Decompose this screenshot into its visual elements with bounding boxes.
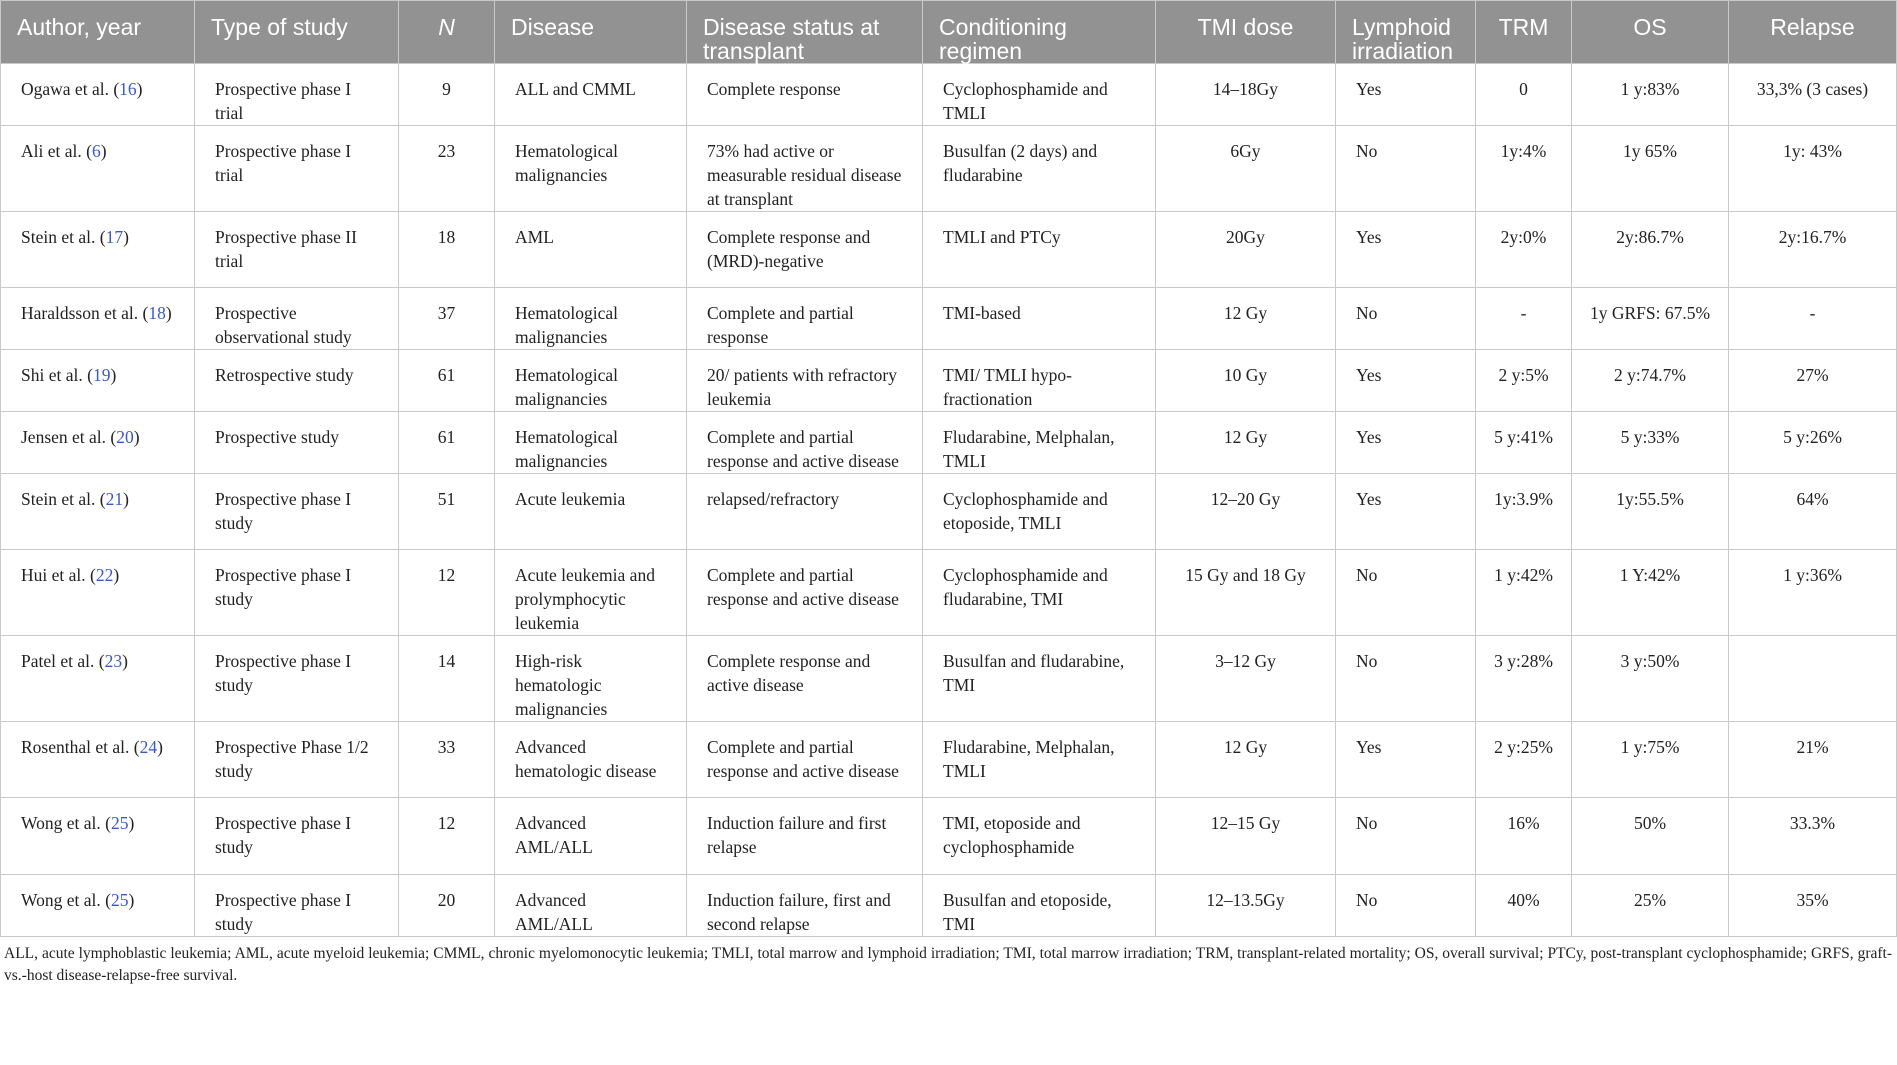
cell-disease-status: Complete and partial response and active disease	[687, 412, 923, 474]
cell-tmi-dose: 14–18Gy	[1156, 64, 1336, 126]
cell-type-of-study: Retrospective study	[195, 350, 399, 412]
cell-conditioning-regimen: Busulfan (2 days) and fludarabine	[923, 126, 1156, 212]
header-row	[1, 1, 1897, 64]
cell-os: 2y:86.7%	[1572, 212, 1729, 288]
cell-trm: 2 y:25%	[1476, 722, 1572, 798]
cell-disease: Advanced hematologic disease	[495, 722, 687, 798]
cell-disease: Hematological malignancies	[495, 288, 687, 350]
cell-lymphoid-irradiation: No	[1336, 875, 1476, 937]
cell-disease-status: Complete response and (MRD)-negative	[687, 212, 923, 288]
author-name: Ogawa et al.	[21, 79, 109, 99]
cell-lymphoid-irradiation: Yes	[1336, 412, 1476, 474]
cell-lymphoid-irradiation: No	[1336, 288, 1476, 350]
cell-disease-status: Complete response	[687, 64, 923, 126]
table-body	[1, 64, 1897, 937]
cell-relapse: 35%	[1729, 875, 1897, 937]
cell-conditioning-regimen: Cyclophosphamide and fludarabine, TMI	[923, 550, 1156, 636]
table-row	[1, 636, 1897, 722]
cell-lymphoid-irradiation: No	[1336, 798, 1476, 875]
table-row	[1, 350, 1897, 412]
reference-link[interactable]: 25	[110, 890, 129, 910]
header-disease: Disease	[495, 1, 687, 64]
cell-relapse: 33,3% (3 cases)	[1729, 64, 1897, 126]
cell-conditioning-regimen: Busulfan and etoposide, TMI	[923, 875, 1156, 937]
cell-n: 23	[399, 126, 495, 212]
cell-os: 1y:55.5%	[1572, 474, 1729, 550]
cell-author: Ogawa et al. (16)	[1, 64, 195, 126]
cell-conditioning-regimen: TMI, etoposide and cyclophosphamide	[923, 798, 1156, 875]
cell-disease: AML	[495, 212, 687, 288]
cell-disease-status: relapsed/refractory	[687, 474, 923, 550]
cell-conditioning-regimen: TMI-based	[923, 288, 1156, 350]
cell-disease: Hematological malignancies	[495, 412, 687, 474]
table-row	[1, 550, 1897, 636]
cell-conditioning-regimen: Cyclophosphamide and TMLI	[923, 64, 1156, 126]
cell-relapse: 1 y:36%	[1729, 550, 1897, 636]
cell-author: Rosenthal et al. (24)	[1, 722, 195, 798]
cell-author: Wong et al. (25)	[1, 798, 195, 875]
cell-tmi-dose: 3–12 Gy	[1156, 636, 1336, 722]
cell-os: 1y GRFS: 67.5%	[1572, 288, 1729, 350]
author-name: Jensen et al.	[21, 427, 107, 447]
cell-tmi-dose: 12–13.5Gy	[1156, 875, 1336, 937]
cell-conditioning-regimen: TMLI and PTCy	[923, 212, 1156, 288]
cell-trm: 2 y:5%	[1476, 350, 1572, 412]
cell-conditioning-regimen: Busulfan and fludarabine, TMI	[923, 636, 1156, 722]
cell-lymphoid-irradiation: No	[1336, 636, 1476, 722]
header-conditioning-regimen: Conditioning regimen	[923, 1, 1156, 64]
cell-author: Hui et al. (22)	[1, 550, 195, 636]
table-row	[1, 288, 1897, 350]
cell-trm: 1 y:42%	[1476, 550, 1572, 636]
cell-tmi-dose: 12 Gy	[1156, 722, 1336, 798]
cell-os: 5 y:33%	[1572, 412, 1729, 474]
cell-relapse: -	[1729, 288, 1897, 350]
cell-os: 1 Y:42%	[1572, 550, 1729, 636]
cell-relapse: 5 y:26%	[1729, 412, 1897, 474]
cell-trm: 40%	[1476, 875, 1572, 937]
cell-type-of-study: Prospective phase I study	[195, 636, 399, 722]
cell-author: Ali et al. (6)	[1, 126, 195, 212]
cell-disease-status: Induction failure and first relapse	[687, 798, 923, 875]
cell-lymphoid-irradiation: No	[1336, 126, 1476, 212]
table-row	[1, 64, 1897, 126]
cell-relapse: 2y:16.7%	[1729, 212, 1897, 288]
cell-n: 51	[399, 474, 495, 550]
cell-author: Haraldsson et al. (18)	[1, 288, 195, 350]
cell-trm: 1y:4%	[1476, 126, 1572, 212]
cell-disease: Acute leukemia	[495, 474, 687, 550]
cell-relapse	[1729, 636, 1897, 722]
cell-conditioning-regimen: TMI/ TMLI hypo-fractionation	[923, 350, 1156, 412]
reference-link[interactable]: 16	[119, 79, 137, 99]
cell-disease: ALL and CMML	[495, 64, 687, 126]
cell-n: 37	[399, 288, 495, 350]
cell-type-of-study: Prospective Phase 1/2 study	[195, 722, 399, 798]
cell-lymphoid-irradiation: Yes	[1336, 64, 1476, 126]
cell-author: Wong et al. (25)	[1, 875, 195, 937]
cell-lymphoid-irradiation: Yes	[1336, 212, 1476, 288]
author-name: Ali et al.	[21, 141, 82, 161]
cell-os: 1 y:75%	[1572, 722, 1729, 798]
cell-disease-status: 73% had active or measurable residual disease at transplant	[687, 126, 923, 212]
cell-lymphoid-irradiation: No	[1336, 550, 1476, 636]
table-header	[1, 1, 1897, 64]
cell-tmi-dose: 12–15 Gy	[1156, 798, 1336, 875]
cell-n: 61	[399, 412, 495, 474]
reference-link[interactable]: 23	[104, 651, 123, 671]
table-row	[1, 212, 1897, 288]
author-name: Hui et al.	[21, 565, 86, 585]
cell-n: 14	[399, 636, 495, 722]
cell-trm: 16%	[1476, 798, 1572, 875]
cell-type-of-study: Prospective study	[195, 412, 399, 474]
cell-n: 9	[399, 64, 495, 126]
cell-type-of-study: Prospective phase I study	[195, 798, 399, 875]
cell-relapse: 33.3%	[1729, 798, 1897, 875]
table-row	[1, 412, 1897, 474]
cell-author: Shi et al. (19)	[1, 350, 195, 412]
cell-type-of-study: Prospective phase II trial	[195, 212, 399, 288]
cell-os: 1 y:83%	[1572, 64, 1729, 126]
cell-trm: 1y:3.9%	[1476, 474, 1572, 550]
table-row	[1, 798, 1897, 875]
header-lymphoid-irradiation: Lymphoid irradiation	[1336, 1, 1476, 64]
reference-link[interactable]: 24	[139, 737, 158, 757]
cell-type-of-study: Prospective phase I trial	[195, 64, 399, 126]
header-tmi-dose: TMI dose	[1156, 1, 1336, 64]
cell-disease-status: Complete response and active disease	[687, 636, 923, 722]
reference-link[interactable]: 18	[148, 303, 166, 323]
reference-link[interactable]: 25	[110, 813, 129, 833]
cell-relapse: 64%	[1729, 474, 1897, 550]
cell-author: Stein et al. (21)	[1, 474, 195, 550]
cell-tmi-dose: 12 Gy	[1156, 412, 1336, 474]
cell-disease: Acute leukemia and prolymphocytic leukemia	[495, 550, 687, 636]
cell-disease: Hematological malignancies	[495, 126, 687, 212]
cell-type-of-study: Prospective observational study	[195, 288, 399, 350]
reference-link[interactable]: 22	[95, 565, 114, 585]
author-name: Stein et al.	[21, 489, 96, 509]
cell-tmi-dose: 20Gy	[1156, 212, 1336, 288]
table-footnote: ALL, acute lymphoblastic leukemia; AML, acute myeloid leukemia; CMML, chronic myelomonocytic leukemia; TMLI, total marrow and lymphoid irradiation; TMI, total marrow irradiation; TRM, transplant-related mortality; OS, overall survival; PTCy, post-transplant cyclophosphamide; GRFS, graft-vs.-host disease-relapse-free survival.	[4, 945, 1892, 984]
header-n: N	[399, 1, 495, 64]
table-row	[1, 474, 1897, 550]
cell-trm: 3 y:28%	[1476, 636, 1572, 722]
cell-tmi-dose: 12 Gy	[1156, 288, 1336, 350]
header-type-of-study: Type of study	[195, 1, 399, 64]
cell-n: 12	[399, 550, 495, 636]
cell-disease-status: Complete and partial response	[687, 288, 923, 350]
cell-tmi-dose: 12–20 Gy	[1156, 474, 1336, 550]
cell-os: 3 y:50%	[1572, 636, 1729, 722]
cell-type-of-study: Prospective phase I study	[195, 550, 399, 636]
cell-trm: 5 y:41%	[1476, 412, 1572, 474]
table-row	[1, 722, 1897, 798]
cell-author: Jensen et al. (20)	[1, 412, 195, 474]
cell-tmi-dose: 15 Gy and 18 Gy	[1156, 550, 1336, 636]
cell-conditioning-regimen: Fludarabine, Melphalan, TMLI	[923, 722, 1156, 798]
author-name: Wong et al.	[21, 890, 101, 910]
cell-disease: Advanced AML/ALL	[495, 875, 687, 937]
cell-type-of-study: Prospective phase I trial	[195, 126, 399, 212]
cell-disease: Hematological malignancies	[495, 350, 687, 412]
cell-os: 25%	[1572, 875, 1729, 937]
cell-relapse: 27%	[1729, 350, 1897, 412]
cell-n: 20	[399, 875, 495, 937]
cell-relapse: 1y: 43%	[1729, 126, 1897, 212]
cell-lymphoid-irradiation: Yes	[1336, 474, 1476, 550]
header-author-year: Author, year	[1, 1, 195, 64]
cell-type-of-study: Prospective phase I study	[195, 474, 399, 550]
table-row	[1, 875, 1897, 937]
cell-disease-status: 20/ patients with refractory leukemia	[687, 350, 923, 412]
cell-n: 12	[399, 798, 495, 875]
author-name: Stein et al.	[21, 227, 96, 247]
author-name: Rosenthal et al.	[21, 737, 130, 757]
cell-disease: Advanced AML/ALL	[495, 798, 687, 875]
cell-type-of-study: Prospective phase I study	[195, 875, 399, 937]
reference-link[interactable]: 17	[105, 227, 124, 247]
cell-os: 1y 65%	[1572, 126, 1729, 212]
cell-trm: -	[1476, 288, 1572, 350]
author-name: Shi et al.	[21, 365, 83, 385]
reference-link[interactable]: 21	[105, 489, 124, 509]
cell-n: 33	[399, 722, 495, 798]
author-name: Wong et al.	[21, 813, 101, 833]
cell-conditioning-regimen: Cyclophosphamide and etoposide, TMLI	[923, 474, 1156, 550]
cell-lymphoid-irradiation: Yes	[1336, 722, 1476, 798]
cell-n: 61	[399, 350, 495, 412]
cell-os: 2 y:74.7%	[1572, 350, 1729, 412]
header-os: OS	[1572, 1, 1729, 64]
cell-disease-status: Complete and partial response and active disease	[687, 550, 923, 636]
cell-disease: High-risk hematologic malignancies	[495, 636, 687, 722]
table-row	[1, 126, 1897, 212]
cell-trm: 0	[1476, 64, 1572, 126]
author-name: Patel et al.	[21, 651, 95, 671]
reference-link[interactable]: 20	[116, 427, 134, 447]
header-trm: TRM	[1476, 1, 1572, 64]
cell-author: Stein et al. (17)	[1, 212, 195, 288]
cell-trm: 2y:0%	[1476, 212, 1572, 288]
reference-link[interactable]: 19	[92, 365, 111, 385]
cell-conditioning-regimen: Fludarabine, Melphalan, TMLI	[923, 412, 1156, 474]
cell-disease-status: Induction failure, first and second relapse	[687, 875, 923, 937]
cell-lymphoid-irradiation: Yes	[1336, 350, 1476, 412]
cell-tmi-dose: 6Gy	[1156, 126, 1336, 212]
author-name: Haraldsson et al.	[21, 303, 139, 323]
header-disease-status: Disease status at transplant	[687, 1, 923, 64]
cell-relapse: 21%	[1729, 722, 1897, 798]
header-relapse: Relapse	[1729, 1, 1897, 64]
cell-disease-status: Complete and partial response and active disease	[687, 722, 923, 798]
cell-tmi-dose: 10 Gy	[1156, 350, 1336, 412]
cell-os: 50%	[1572, 798, 1729, 875]
reference-link[interactable]: 6	[91, 141, 101, 161]
cell-n: 18	[399, 212, 495, 288]
cell-author: Patel et al. (23)	[1, 636, 195, 722]
